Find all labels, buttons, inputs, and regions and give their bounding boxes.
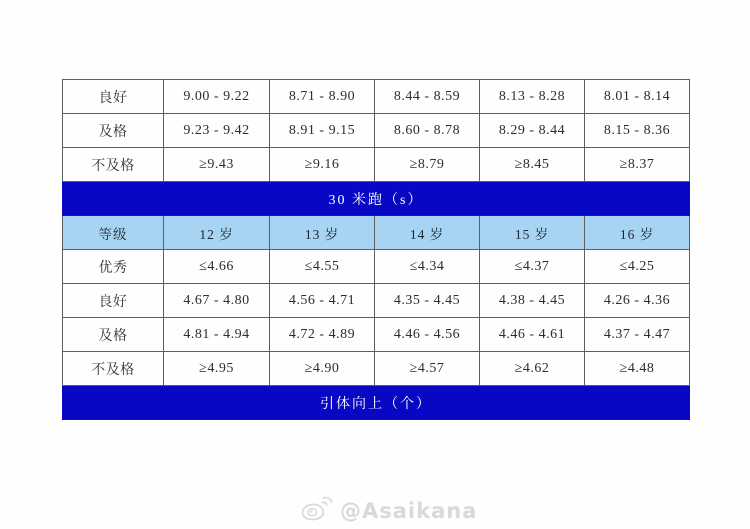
age-header-cell: 13 岁 [270, 216, 375, 250]
fitness-standards-table [62, 79, 690, 420]
table-row [63, 352, 690, 386]
value-cell: ≤4.37 [480, 250, 585, 284]
grade-cell: 及格 [63, 114, 164, 148]
table-row [63, 318, 690, 352]
value-cell: 4.46 - 4.61 [480, 318, 585, 352]
grade-cell: 优秀 [63, 250, 164, 284]
table-row [63, 80, 690, 114]
grade-cell: 不及格 [63, 148, 164, 182]
value-cell: ≥9.43 [164, 148, 270, 182]
table-row [63, 148, 690, 182]
age-header-cell: 16 岁 [585, 216, 690, 250]
value-cell: ≥8.37 [585, 148, 690, 182]
value-cell: ≥4.62 [480, 352, 585, 386]
value-cell: 8.01 - 8.14 [585, 80, 690, 114]
value-cell: ≥8.79 [375, 148, 480, 182]
value-cell: 4.38 - 4.45 [480, 284, 585, 318]
value-cell: ≤4.66 [164, 250, 270, 284]
value-cell: 8.29 - 8.44 [480, 114, 585, 148]
grade-header-cell: 等级 [63, 216, 164, 250]
value-cell: 9.00 - 9.22 [164, 80, 270, 114]
section-band-pull-ups [63, 386, 690, 420]
value-cell: ≤4.55 [270, 250, 375, 284]
value-cell: 4.67 - 4.80 [164, 284, 270, 318]
value-cell: ≥4.95 [164, 352, 270, 386]
age-header-cell: 12 岁 [164, 216, 270, 250]
value-cell: 4.72 - 4.89 [270, 318, 375, 352]
value-cell: 8.15 - 8.36 [585, 114, 690, 148]
value-cell: ≥9.16 [270, 148, 375, 182]
table-row [63, 284, 690, 318]
table-row [63, 250, 690, 284]
value-cell: 4.56 - 4.71 [270, 284, 375, 318]
table-row [63, 114, 690, 148]
value-cell: ≥4.90 [270, 352, 375, 386]
value-cell: ≤4.25 [585, 250, 690, 284]
weibo-icon [300, 495, 333, 527]
value-cell: 8.71 - 8.90 [270, 80, 375, 114]
section-title: 30 米跑（s） [63, 182, 690, 216]
value-cell: ≥4.48 [585, 352, 690, 386]
value-cell: ≥8.45 [480, 148, 585, 182]
value-cell: 4.46 - 4.56 [375, 318, 480, 352]
value-cell: 8.44 - 8.59 [375, 80, 480, 114]
age-header-cell: 14 岁 [375, 216, 480, 250]
grade-cell: 及格 [63, 318, 164, 352]
grade-cell: 良好 [63, 284, 164, 318]
section-band-30m-run [63, 182, 690, 216]
value-cell: 9.23 - 9.42 [164, 114, 270, 148]
value-cell: 8.60 - 8.78 [375, 114, 480, 148]
value-cell: 8.13 - 8.28 [480, 80, 585, 114]
watermark-handle: @Asaikana [340, 499, 478, 523]
grade-cell: 良好 [63, 80, 164, 114]
section-title: 引体向上（个） [63, 386, 690, 420]
grade-cell: 不及格 [63, 352, 164, 386]
value-cell: 4.35 - 4.45 [375, 284, 480, 318]
value-cell: 4.37 - 4.47 [585, 318, 690, 352]
age-header-row [63, 216, 690, 250]
value-cell: ≥4.57 [375, 352, 480, 386]
value-cell: 8.91 - 9.15 [270, 114, 375, 148]
watermark [300, 495, 477, 527]
value-cell: ≤4.34 [375, 250, 480, 284]
value-cell: 4.81 - 4.94 [164, 318, 270, 352]
value-cell: 4.26 - 4.36 [585, 284, 690, 318]
age-header-cell: 15 岁 [480, 216, 585, 250]
